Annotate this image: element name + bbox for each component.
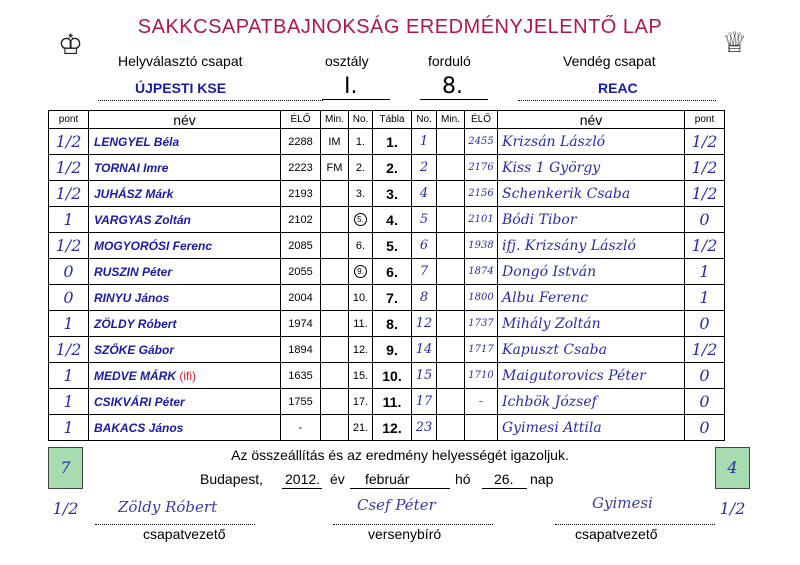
home-player-name-text: JUHÁSZ Márk <box>94 186 174 201</box>
class-value: I. <box>344 74 358 99</box>
home-player-name-text: VARGYAS Zoltán <box>94 212 191 227</box>
home-player-name <box>89 363 281 389</box>
home-points: 1/2 <box>49 233 89 259</box>
table-row <box>49 363 725 389</box>
table-row <box>49 311 725 337</box>
away-team-label: Vendég csapat <box>563 53 656 69</box>
round-line <box>420 99 488 100</box>
home-player-name <box>89 415 281 441</box>
table-row <box>49 181 725 207</box>
home-points-header: pont <box>49 111 89 129</box>
guest-number: 12 <box>412 311 437 337</box>
guest-number-header: No. <box>412 111 437 129</box>
home-team-line <box>98 99 323 101</box>
guest-number: 23 <box>412 415 437 441</box>
place-text: Budapest, <box>200 471 264 487</box>
home-elo: 2102 <box>281 207 321 233</box>
guest-points: 1/2 <box>685 129 725 155</box>
guest-title <box>437 363 465 389</box>
class-line <box>322 99 390 100</box>
home-title: FM <box>321 155 349 181</box>
class-label: osztály <box>325 53 369 69</box>
month-line <box>350 488 450 489</box>
guest-title <box>437 285 465 311</box>
home-title <box>321 389 349 415</box>
board-number: 8. <box>373 311 412 337</box>
table-row <box>49 415 725 441</box>
guest-elo: – <box>465 389 498 415</box>
table-row <box>49 155 725 181</box>
home-title <box>321 285 349 311</box>
guest-title <box>437 129 465 155</box>
table-header-row <box>49 111 725 129</box>
home-points: 1/2 <box>49 155 89 181</box>
home-number-text: 11. <box>353 317 368 330</box>
home-player-name-text: SZŐKE Gábor <box>94 342 175 357</box>
home-points: 1 <box>49 363 89 389</box>
guest-player-name: Schenkerik Csaba <box>498 181 685 207</box>
board-number: 5. <box>373 233 412 259</box>
guest-player-name: Maigutorovics Péter <box>498 363 685 389</box>
signature-right-line <box>555 523 715 525</box>
guest-player-name: Bódi Tibor <box>498 207 685 233</box>
home-points: 1 <box>49 311 89 337</box>
guest-points: 1/2 <box>685 181 725 207</box>
home-elo: 2223 <box>281 155 321 181</box>
guest-points: 0 <box>685 415 725 441</box>
home-points: 1 <box>49 415 89 441</box>
guest-title <box>437 181 465 207</box>
home-points: 0 <box>49 259 89 285</box>
team-leader-left-label: csapatvezető <box>143 526 226 542</box>
year-line <box>282 488 322 489</box>
home-number-text: 21. <box>352 421 369 434</box>
home-number <box>349 181 373 207</box>
guest-title <box>437 233 465 259</box>
guest-elo: 1717 <box>465 337 498 363</box>
home-number-text: 10. <box>352 291 369 304</box>
home-title <box>321 181 349 207</box>
home-title <box>321 415 349 441</box>
home-player-name-text: LENGYEL Béla <box>94 134 180 149</box>
signature-left: Zöldy Róbert <box>118 498 218 516</box>
guest-player-name: Gyimesi Attila <box>498 415 685 441</box>
home-elo: 2193 <box>281 181 321 207</box>
guest-title <box>437 415 465 441</box>
guest-number: 14 <box>412 337 437 363</box>
home-title <box>321 311 349 337</box>
home-player-name <box>89 181 281 207</box>
guest-points-header: pont <box>685 111 725 129</box>
home-elo-header: ÉLŐ <box>281 111 321 129</box>
home-number-text: 12. <box>352 343 369 356</box>
home-number <box>349 285 373 311</box>
home-player-name <box>89 259 281 285</box>
home-points: 1 <box>49 207 89 233</box>
month-value: február <box>365 471 410 487</box>
guest-number: 7 <box>412 259 437 285</box>
home-number-text: 1. <box>355 135 366 148</box>
guest-title <box>437 155 465 181</box>
home-points: 1 <box>49 389 89 415</box>
guest-title <box>437 207 465 233</box>
home-player-name-text: CSIKVÁRI Péter <box>94 394 185 409</box>
board-number: 12. <box>373 415 412 441</box>
home-number-text: 17. <box>352 395 369 408</box>
guest-number: 8 <box>412 285 437 311</box>
guest-points: 1/2 <box>685 337 725 363</box>
board-number: 2. <box>373 155 412 181</box>
home-elo: - <box>281 415 321 441</box>
guest-number: 4 <box>412 181 437 207</box>
guest-title-header: Min. <box>437 111 465 129</box>
home-elo: 1894 <box>281 337 321 363</box>
guest-points: 1/2 <box>685 233 725 259</box>
guest-points: 0 <box>685 389 725 415</box>
home-number-text: 2. <box>355 161 366 174</box>
home-player-name <box>89 285 281 311</box>
home-number-text: 6. <box>355 239 366 252</box>
home-title <box>321 363 349 389</box>
home-number <box>349 337 373 363</box>
guest-elo: 1874 <box>465 259 498 285</box>
guest-elo-header: ÉLŐ <box>465 111 498 129</box>
home-number <box>349 311 373 337</box>
guest-title <box>437 337 465 363</box>
home-number <box>349 259 373 285</box>
home-title <box>321 233 349 259</box>
guest-number: 6 <box>412 233 437 259</box>
king-icon: ♔ <box>58 28 84 61</box>
guest-number: 17 <box>412 389 437 415</box>
round-value: 8. <box>442 74 463 99</box>
away-team-line <box>518 99 716 101</box>
board-number: 1. <box>373 129 412 155</box>
guest-elo: 1800 <box>465 285 498 311</box>
guest-player-name: Ichbök József <box>498 389 685 415</box>
home-player-name <box>89 207 281 233</box>
home-number <box>349 415 373 441</box>
day-label: nap <box>530 471 554 487</box>
home-number-text: 15. <box>352 369 369 382</box>
table-row <box>49 285 725 311</box>
away-team-name: REAC <box>598 80 638 96</box>
home-number <box>349 207 373 233</box>
home-number <box>349 389 373 415</box>
board-number: 3. <box>373 181 412 207</box>
signature-middle: Csef Péter <box>357 496 436 514</box>
home-player-name-text: BAKACS János <box>94 420 184 435</box>
guest-elo: 2156 <box>465 181 498 207</box>
page-title: SAKKCSAPATBAJNOKSÁG EREDMÉNYJELENTŐ LAP <box>137 16 663 38</box>
board-number: 7. <box>373 285 412 311</box>
home-title: IM <box>321 129 349 155</box>
guest-elo: 2455 <box>465 129 498 155</box>
guest-number: 15 <box>412 363 437 389</box>
home-player-name-text: RUSZIN Péter <box>94 264 173 279</box>
month-label: hó <box>455 471 471 487</box>
home-title-header: Min. <box>321 111 349 129</box>
guest-player-name: Kapuszt Csaba <box>498 337 685 363</box>
guest-points: 1/2 <box>685 155 725 181</box>
home-total: 7 1/2 <box>52 458 79 518</box>
queen-icon: ♕ <box>722 26 748 59</box>
home-number <box>349 233 373 259</box>
home-number-text: 9. <box>354 265 367 278</box>
guest-points: 0 <box>685 363 725 389</box>
year-value: 2012. <box>285 471 321 487</box>
home-elo: 1974 <box>281 311 321 337</box>
home-player-name <box>89 389 281 415</box>
home-points: 0 <box>49 285 89 311</box>
board-number: 9. <box>373 337 412 363</box>
guest-points: 0 <box>685 207 725 233</box>
home-player-name <box>89 311 281 337</box>
team-leader-right-label: csapatvezető <box>575 526 658 542</box>
home-player-name-text: ZÖLDY Róbert <box>94 316 177 331</box>
guest-number: 2 <box>412 155 437 181</box>
day-line <box>482 488 527 489</box>
guest-name-header: név <box>498 111 685 129</box>
guest-player-name: Kiss 1 György <box>498 155 685 181</box>
confirmation-text: Az összeállítás és az eredmény helyességét igazoljuk. <box>231 447 569 463</box>
home-elo: 2055 <box>281 259 321 285</box>
guest-number: 1 <box>412 129 437 155</box>
home-player-name <box>89 337 281 363</box>
away-total: 4 1/2 <box>719 458 746 518</box>
referee-label: versenybíró <box>368 526 442 542</box>
home-title <box>321 337 349 363</box>
signature-left-line <box>95 523 255 525</box>
day-value: 26. <box>494 471 514 487</box>
guest-points: 1 <box>685 285 725 311</box>
guest-points: 0 <box>685 311 725 337</box>
guest-elo <box>465 415 498 441</box>
guest-title <box>437 389 465 415</box>
home-name-header: név <box>89 111 281 129</box>
home-number-text: 3. <box>355 187 366 200</box>
home-elo: 1755 <box>281 389 321 415</box>
home-player-name <box>89 155 281 181</box>
year-label: év <box>330 471 345 487</box>
guest-player-name: Krizsán László <box>498 129 685 155</box>
table-row <box>49 233 725 259</box>
guest-player-name: Mihály Zoltán <box>498 311 685 337</box>
home-player-name-text: RINYU János <box>94 290 170 305</box>
guest-points: 1 <box>685 259 725 285</box>
home-points: 1/2 <box>49 181 89 207</box>
signature-right: Gyimesi <box>592 494 653 512</box>
home-number <box>349 363 373 389</box>
home-number <box>349 155 373 181</box>
home-player-name-text: TORNAI Imre <box>94 160 169 175</box>
home-title <box>321 207 349 233</box>
home-points: 1/2 <box>49 337 89 363</box>
home-player-name-text: MEDVE MÁRK <box>94 368 177 383</box>
guest-player-name: Dongó István <box>498 259 685 285</box>
home-elo: 2288 <box>281 129 321 155</box>
board-header: Tábla <box>373 111 412 129</box>
table-row <box>49 207 725 233</box>
guest-player-name: ifj. Krizsány László <box>498 233 685 259</box>
home-player-name <box>89 129 281 155</box>
junior-tag: (ifi) <box>179 368 197 383</box>
home-number-text: 5. <box>354 213 367 226</box>
home-elo: 1635 <box>281 363 321 389</box>
board-number: 4. <box>373 207 412 233</box>
guest-elo: 1737 <box>465 311 498 337</box>
signature-middle-line <box>333 523 493 525</box>
guest-elo: 2101 <box>465 207 498 233</box>
guest-elo: 1938 <box>465 233 498 259</box>
home-team-label: Helyválasztó csapat <box>118 53 243 69</box>
home-number-header: No. <box>349 111 373 129</box>
table-row <box>49 129 725 155</box>
board-number: 6. <box>373 259 412 285</box>
home-elo: 2004 <box>281 285 321 311</box>
guest-title <box>437 259 465 285</box>
home-elo: 2085 <box>281 233 321 259</box>
guest-elo: 1710 <box>465 363 498 389</box>
table-row <box>49 259 725 285</box>
results-table <box>48 110 725 441</box>
home-player-name-text: MOGYORÓSI Ferenc <box>94 238 213 253</box>
round-label: forduló <box>428 53 471 69</box>
guest-title <box>437 311 465 337</box>
home-number <box>349 129 373 155</box>
home-points: 1/2 <box>49 129 89 155</box>
guest-player-name: Albu Ferenc <box>498 285 685 311</box>
table-row <box>49 337 725 363</box>
guest-number: 5 <box>412 207 437 233</box>
board-number: 11. <box>373 389 412 415</box>
guest-elo: 2176 <box>465 155 498 181</box>
board-number: 10. <box>373 363 412 389</box>
home-player-name <box>89 233 281 259</box>
home-title <box>321 259 349 285</box>
home-team-name: ÚJPESTI KSE <box>135 80 227 96</box>
table-row <box>49 389 725 415</box>
